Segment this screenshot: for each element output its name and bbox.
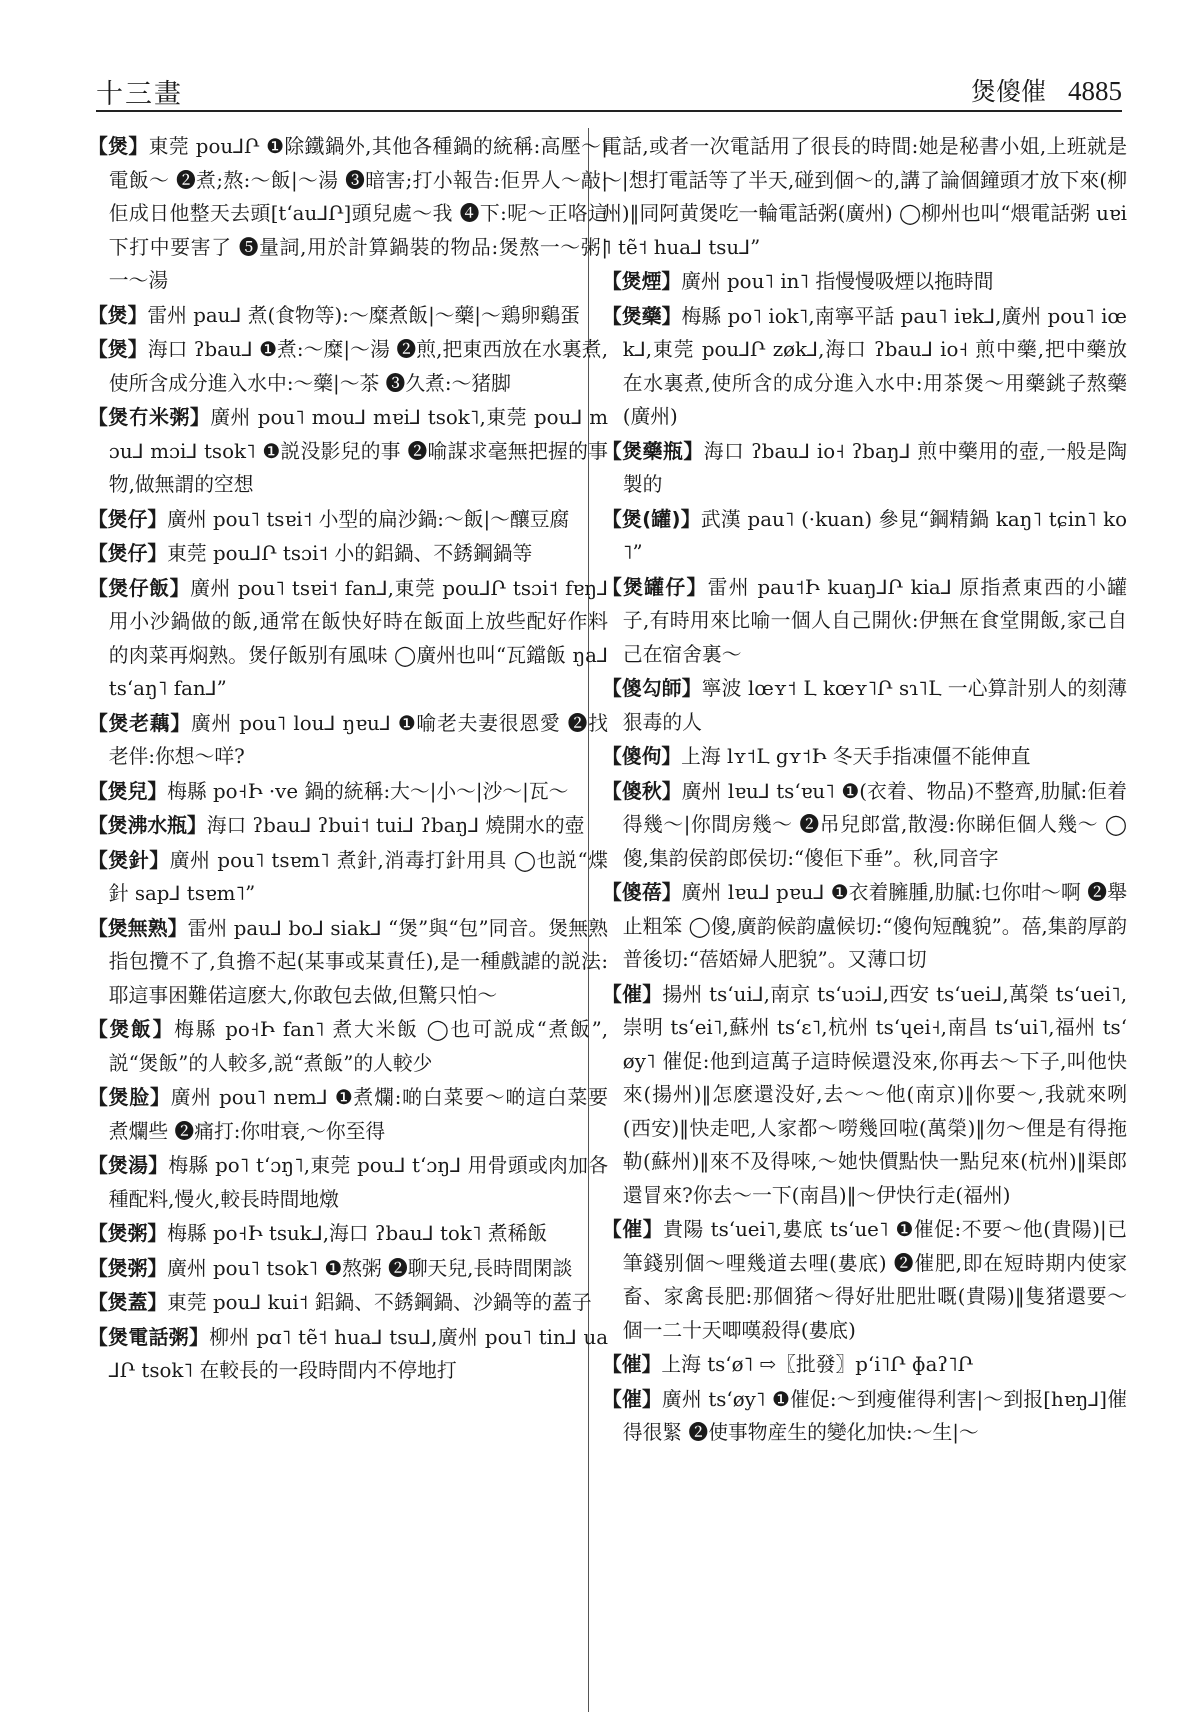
dictionary-entry — [88, 401, 608, 502]
dictionary-entry — [602, 571, 1127, 672]
dictionary-entry — [602, 740, 1127, 774]
entry-headword: 【煲電話粥】 — [88, 1325, 210, 1349]
entry-headword: 【傻勾師】 — [602, 677, 702, 700]
entry-headword: 【煲煙】 — [602, 270, 682, 293]
entry-headword: 【煲粥】 — [88, 1256, 168, 1280]
entry-headword: 【煲】 — [88, 338, 148, 361]
entry-definition: 廣州 pou˥ tsok˥ ❶熬粥 ❷聊天兒,長時間閑談 — [167, 1256, 573, 1280]
dictionary-entry — [602, 435, 1127, 502]
entry-definition: 廣州 pou˥ mou⅃ mɐi⅃ tsok˥,東莞 pou⅃ mɔu⅃ mɔi⅃ tsok˥ ❶説没影兒的事 ❷喻謀求毫無把握的事物,做無謂的空想 — [108, 406, 608, 496]
entry-definition: 梅縣 po˥ iok˥,南寧平話 pau˥ iɐk⅃,廣州 pou˥ iœk⅃,東莞 pou⅃Ր zøk⅃,海口 ʔbau⅃ io˧ 煎中藥,把中藥放在水裏煮,使所含的成分進入水中:用茶煲～用藥銚子熬藥(廣州) — [622, 304, 1127, 428]
dictionary-entry — [88, 1217, 608, 1251]
entry-definition: 寧波 lœʏ˦ Լ kœʏ˥Ր sɿ˥Լ 一心算計别人的刻薄狠毒的人 — [622, 677, 1127, 734]
dictionary-entry — [88, 809, 608, 843]
dictionary-entry — [602, 1383, 1127, 1450]
dictionary-entry — [602, 300, 1127, 434]
entry-headword: 【傻秋】 — [602, 779, 682, 803]
entry-headword: 【煲蓋】 — [88, 1291, 168, 1314]
entry-headword: 【催】 — [602, 1353, 662, 1376]
entry-definition: 東莞 pou⅃Ր tsɔi˦ 小的鋁鍋、不銹鋼鍋等 — [167, 542, 533, 565]
entry-headword: 【煲藥】 — [602, 304, 682, 328]
dictionary-entry — [88, 1149, 608, 1216]
dictionary-entry — [602, 1213, 1127, 1347]
entry-definition: 電話,或者一次電話用了很長的時間:她是秘書小姐,上班就是～|想打電話等了半天,碰到個～的,講了論個鐘頭才放下來(柳州)‖同阿黄煲吃一輪電話粥(廣州) ◯柳州也叫“煨電話粥 uɐi˥ tẽ˦ hua⅃ tsu⅃” — [602, 135, 1127, 259]
entry-headword: 【煲藥瓶】 — [602, 439, 704, 463]
entry-definition: 廣州 tsʻøy˥ ❶催促:～到瘦催得利害|～到报[hɐŋ⅃]催得很緊 ❷使事物産生的變化加快:～生|～ — [622, 1387, 1127, 1444]
dictionary-entry — [88, 503, 608, 537]
entry-definition: 海口 ʔbau⅃ ❶煮:～糜|～湯 ❷煎,把東西放在水裏煮,使所含成分進入水中:～藥|～茶 ❸久煮:～猪脚 — [108, 338, 608, 395]
entry-headword: 【煲粥】 — [88, 1222, 168, 1245]
dictionary-entry — [602, 876, 1127, 977]
running-header — [96, 62, 1122, 110]
dictionary-entry — [602, 265, 1127, 299]
entry-definition: 東莞 pou⅃Ր ❶除鐵鍋外,其他各種鍋的統稱:高壓～|電飯～ ❷煮;熬:～飯|～湯 ❸暗害;打小報告:佢畀人～敲|佢成日他整天去頭[tʻau⅃Ր]頭兒處～我 ❹下:呢～正咯這下打中要害了 ❺量詞,用於計算鍋裝的物品:煲熬一～粥|一～湯 — [108, 135, 608, 292]
dictionary-entry — [88, 707, 608, 774]
entry-definition: 梅縣 po˧Ի fan˥ 煮大米飯 ◯也可説成“煮飯”,説“煲飯”的人較多,説“煮飯”的人較少 — [108, 1018, 608, 1075]
dictionary-entry — [88, 844, 608, 911]
entry-definition: 上海 tsʻø˥ ⇨〖批發〗pʻi˥Ր ɸaʔ˥Ր — [661, 1353, 974, 1376]
entry-definition: 武漢 pau˥ (·kuan) 參見“鋼精鍋 kaŋ˥ tɕin˥ ko˥” — [622, 507, 1128, 564]
dictionary-entry — [88, 1321, 608, 1388]
dictionary-entry — [602, 503, 1127, 570]
entry-headword: 【催】 — [602, 1387, 662, 1411]
header-right — [971, 72, 1122, 108]
dictionary-entry — [88, 299, 608, 333]
entry-definition: 廣州 pou˥ tsɐm˥ 煮針,消毒打針用具 ◯也説“煠針 sap⅃ tsɐm˥” — [108, 848, 608, 905]
entry-definition: 廣州 pou˥ nɐm⅃ ❶煮爛:啲白菜要～啲這白菜要煮爛些 ❷痛打:你咁衰,～你至得 — [108, 1086, 608, 1143]
entry-headword: 【煲湯】 — [88, 1154, 169, 1177]
entry-definition: 東莞 pou⅃ kui˦ 鋁鍋、不銹鋼鍋、沙鍋等的蓋子 — [167, 1291, 592, 1314]
dictionary-entry — [88, 333, 608, 400]
entry-headword: 【傻佝】 — [602, 745, 682, 768]
entry-headword: 【煲仔】 — [88, 507, 168, 531]
dictionary-entry — [88, 537, 608, 571]
entry-definition: 揚州 tsʻui⅃,南京 tsʻuɔi⅃,西安 tsʻuei⅃,萬榮 tsʻuei˥,崇明 tsʻei˥,蘇州 tsʻɛ˥,杭州 tsʻɥei˧,南昌 tsʻui˥,福州 tsʻøy˥ 催促:他到這萬子這時候還没來,你再去～下子,叫他快來(揚州)‖怎麽還没好,去～～他(南京)‖你要～,我就來咧(西安)‖快走吧,人家都～嘮幾回啦(萬榮)‖勿～俚是有得拖勒(蘇州)‖來不及得唻,～她快價點快一點兒來(杭州)‖渠郎還冒來?你去～一下(南昌)‖～伊快行走(福州) — [622, 982, 1127, 1207]
dictionary-entry — [88, 775, 608, 809]
entry-headword: 【煲】 — [88, 303, 148, 327]
dictionary-entry — [88, 1081, 608, 1148]
left-column — [88, 130, 608, 1389]
entry-definition: 廣州 pou˥ lou⅃ ŋɐu⅃ ❶喻老夫妻很恩愛 ❷找老伴:你想～咩? — [108, 711, 608, 768]
entry-headword: 【煲(罐)】 — [602, 507, 701, 531]
entry-headword: 【煲無熟】 — [88, 916, 188, 940]
entry-headword: 【催】 — [602, 1218, 664, 1241]
header-rule — [96, 110, 1122, 112]
entry-headword: 【煲】 — [88, 135, 149, 158]
entry-headword: 【煲冇米粥】 — [88, 406, 211, 429]
dictionary-entry — [88, 1013, 608, 1080]
page-number: 4885 — [1068, 76, 1122, 106]
entry-definition: 廣州 lɐu⅃ tsʻɐu˥ ❶(衣着、物品)不整齊,肋膩:佢着得幾～|你間房幾～ ❷吊兒郎當,散漫:你睇佢個人幾～ ◯傻,集韵侯韵郎侯切:“傻佢下垂”。秋,同音字 — [622, 779, 1127, 870]
entry-definition: 雷州 pau⅃ 煮(食物等):～糜煮飯|～藥|～鶏卵鷄蛋 — [147, 303, 580, 327]
entry-definition: 海口 ʔbau⅃ ʔbui˦ tui⅃ ʔbaŋ⅃ 燒開水的壺 — [206, 814, 585, 837]
section-label: 十三畫 — [96, 79, 183, 110]
entry-definition: 柳州 pɑ˥ tẽ˦ hua⅃ tsu⅃,廣州 pou˥ tin⅃ ua⅃Ր tsok˥ 在較長的一段時間内不停地打 — [108, 1325, 608, 1382]
entry-headword: 【煲兒】 — [88, 779, 168, 803]
entry-headword: 【煲沸水瓶】 — [88, 814, 207, 837]
header-characters: 煲傻催 — [970, 77, 1046, 106]
entry-definition: 廣州 lɐu⅃ pɐu⅃ ❶衣着臃腫,肋膩:乜你咁～啊 ❷舉止粗笨 ◯傻,廣韵候韵盧候切:“傻佝短醜貌”。蓓,集韵厚韵普後切:“蓓娝婦人肥貌”。又薄口切 — [622, 881, 1127, 971]
entry-definition: 上海 lʏ˦Լ gʏ˦Ի 冬天手指凍僵不能伸直 — [681, 745, 1031, 768]
entry-definition: 廣州 pou˥ tsɐi˦ 小型的扁沙鍋:～飯|～釀豆腐 — [167, 507, 570, 531]
right-column — [602, 130, 1127, 1451]
entry-definition: 雷州 pau˦Ի kuaŋ⅃Ր kia⅃ 原指煮東西的小罐子,有時用來比喻一個人自己開伙:伊無在食堂開飯,家己自己在宿舍裏～ — [622, 575, 1127, 666]
entry-definition: 梅縣 po˧Ի ·ve 鍋的統稱:大～|小～|沙～|瓦～ — [167, 779, 569, 803]
entry-headword: 【傻蓓】 — [602, 881, 682, 904]
dictionary-entry — [88, 1286, 608, 1320]
entry-headword: 【煲仔飯】 — [88, 576, 191, 600]
entry-headword: 【煲飯】 — [88, 1018, 175, 1041]
dictionary-entry — [88, 1252, 608, 1286]
entry-definition: 雷州 pau⅃ bo⅃ siak⅃ “煲”與“包”同音。煲無熟指包攬不了,負擔不起(某事或某責任),是一種戲謔的説法:耶這事困難偌這麽大,你敢包去做,但驚只怕～ — [108, 916, 608, 1007]
entry-headword: 【煲老藕】 — [88, 711, 191, 735]
entry-definition: 廣州 pou˥ in˥ 指慢慢吸煙以拖時間 — [681, 270, 994, 293]
dictionary-entry — [88, 912, 608, 1013]
entry-definition: 廣州 pou˥ tsɐi˦ fan⅃,東莞 pou⅃Ր tsɔi˦ fɐŋ⅃ 用小沙鍋做的飯,通常在飯快好時在飯面上放些配好作料的肉菜再焖熟。煲仔飯别有風味 ◯廣州也叫“瓦鐺飯 ŋa⅃ tsʻaŋ˥ fan⅃” — [108, 576, 608, 700]
entry-headword: 【煲仔】 — [88, 542, 168, 565]
entry-headword: 【煲針】 — [88, 848, 170, 872]
entry-definition: 海口 ʔbau⅃ io˧ ʔbaŋ⅃ 煎中藥用的壺,一般是陶製的 — [622, 439, 1127, 496]
entry-headword: 【催】 — [602, 982, 663, 1006]
dictionary-entry — [88, 130, 608, 298]
dictionary-entry — [602, 978, 1127, 1213]
dictionary-entry — [602, 672, 1127, 739]
dictionary-entry — [602, 1348, 1127, 1382]
entry-headword: 【煲脸】 — [88, 1086, 171, 1109]
dictionary-entry — [602, 775, 1127, 876]
entry-headword: 【煲罐仔】 — [602, 575, 708, 599]
dictionary-entry — [88, 572, 608, 706]
entry-definition: 梅縣 po˧Ի tsuk⅃,海口 ʔbau⅃ tok˥ 煮稀飯 — [167, 1222, 548, 1245]
entry-definition: 貴陽 tsʻuei˥,婁底 tsʻue˥ ❶催促:不要～他(貴陽)|已筆錢别個～哩幾道去哩(婁底) ❷催肥,即在短時期内使家畜、家禽長肥:那個猪～得好壯肥壯嘅(貴陽)‖隻猪還要～個一二十天唧嘆殺得(婁底) — [622, 1218, 1127, 1342]
entry-definition: 梅縣 po˥ tʻɔŋ˥,東莞 pou⅃ tʻɔŋ⅃ 用骨頭或肉加各種配料,慢火,較長時間地燉 — [108, 1154, 608, 1211]
dictionary-entry — [602, 130, 1127, 264]
